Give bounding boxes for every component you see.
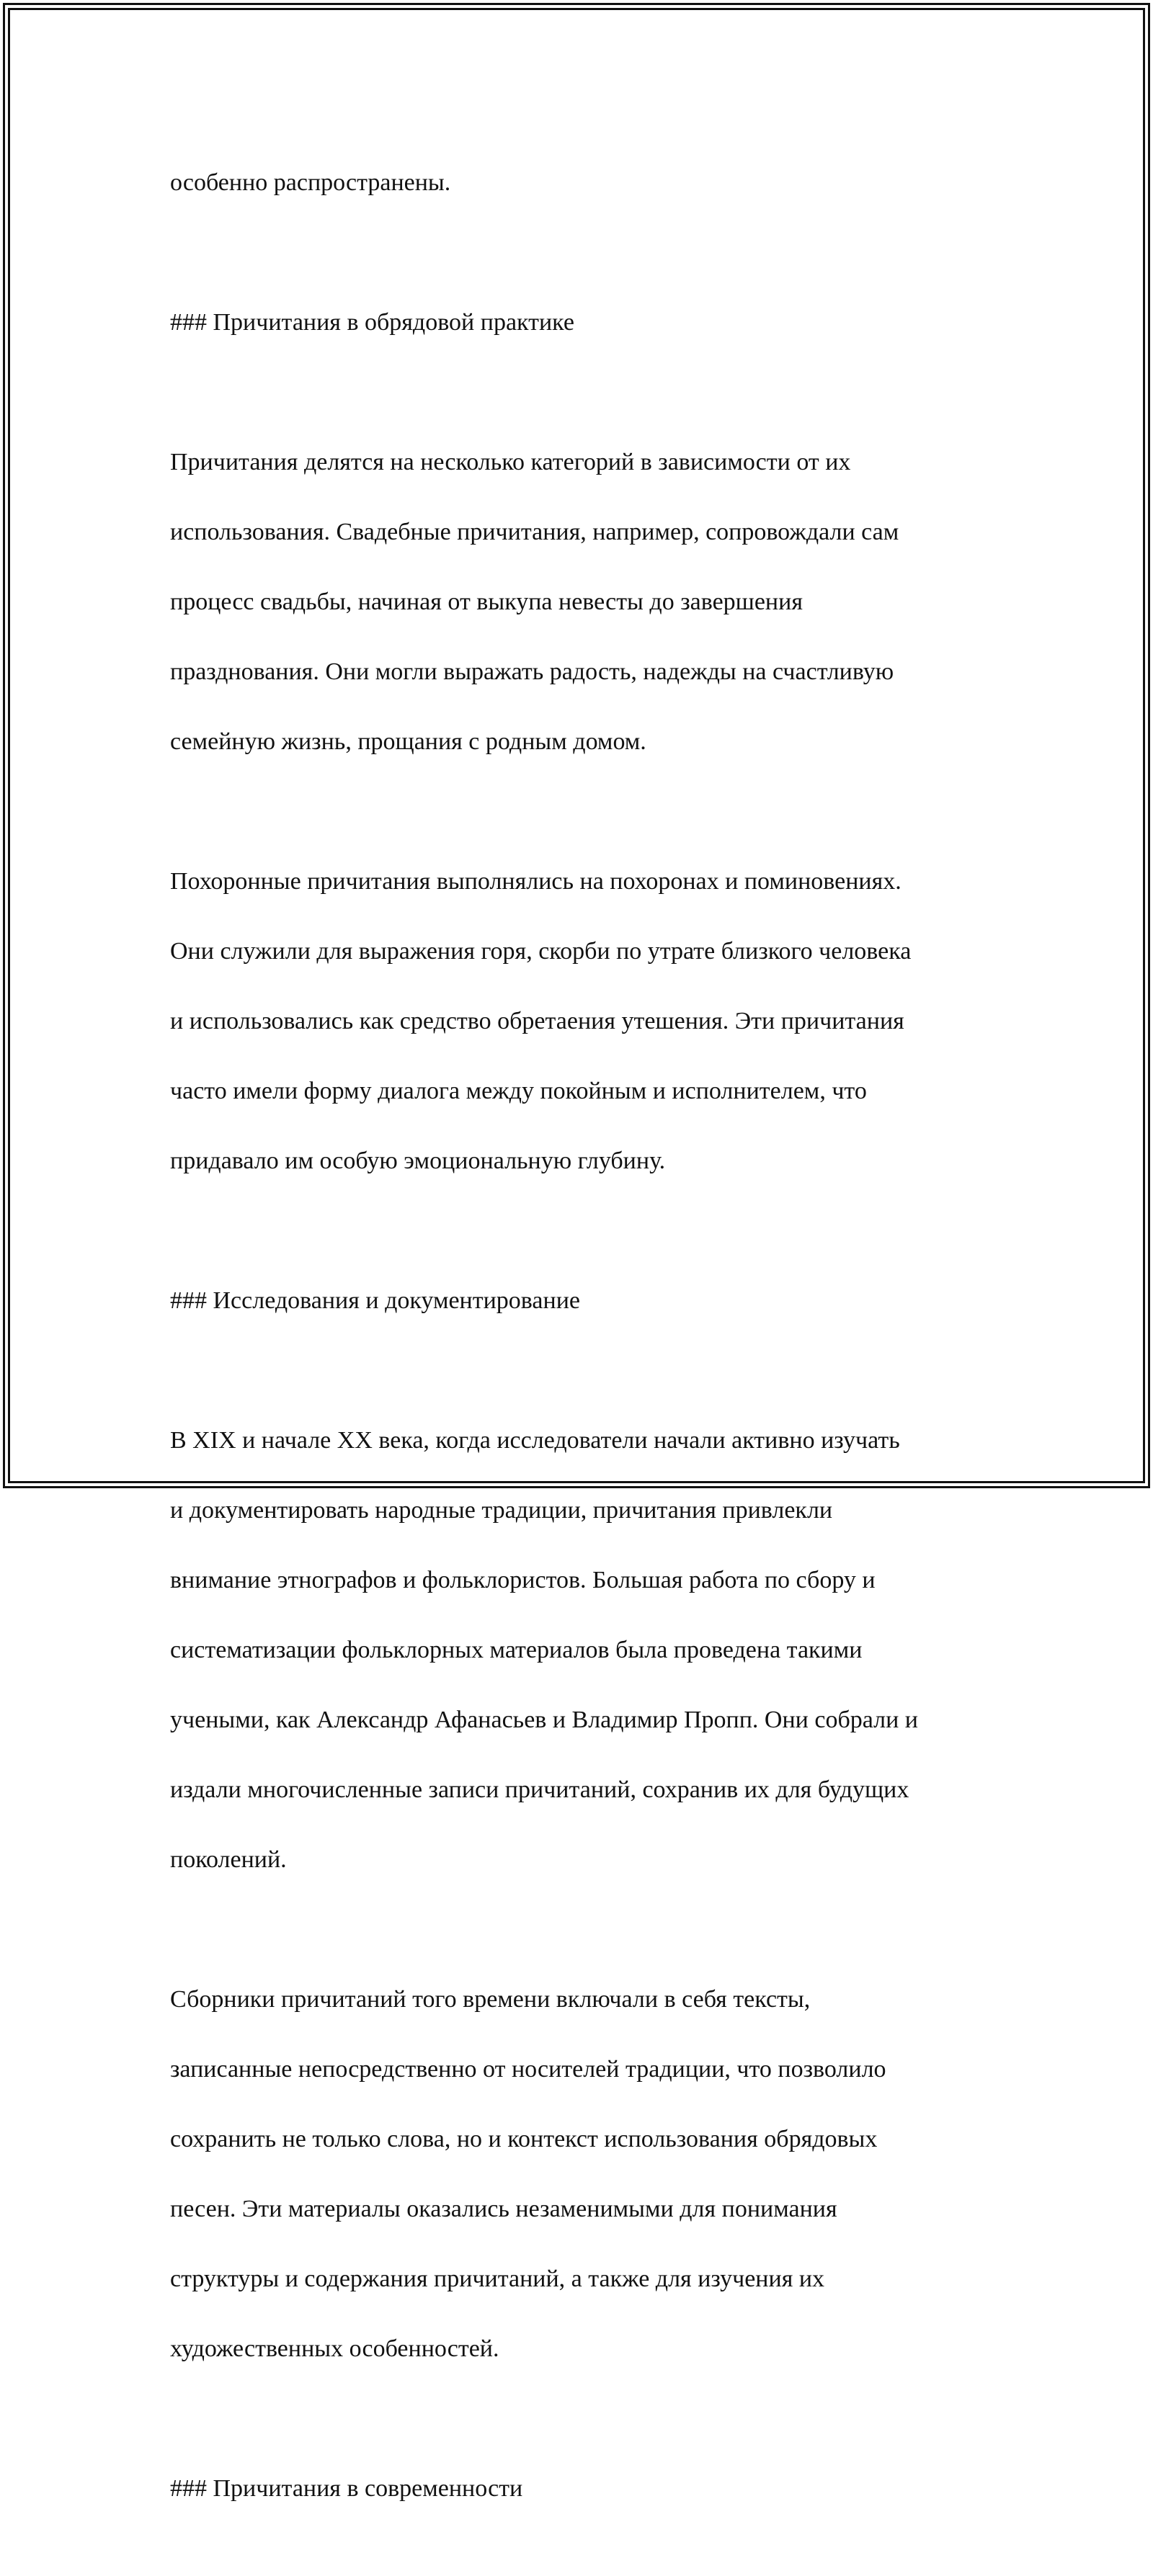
- text-line: систематизации фольклорных материалов была проведена такими: [170, 1636, 863, 1663]
- text-line: празднования. Они могли выражать радость, надежды на счастливую: [170, 658, 894, 685]
- intro-fragment: [170, 130, 999, 236]
- text-line: сохранить не только слова, но и контекст использования обрядовых: [170, 2125, 878, 2152]
- text-line: Похоронные причитания выполнялись на похоронах и поминовениях.: [170, 867, 902, 895]
- text-line: учеными, как Александр Афанасьев и Владимир Пропп. Они собрали и: [170, 1706, 918, 1733]
- text-line: художественных особенностей.: [170, 2335, 499, 2362]
- section-heading: [170, 270, 999, 375]
- text-line: внимание этнографов и фольклористов. Большая работа по сбору и: [170, 1566, 876, 1593]
- section-heading: [170, 2436, 999, 2541]
- text-line: структуры и содержания причитаний, а также для изучения их: [170, 2265, 825, 2292]
- text-line: записанные непосредственно от носителей традиции, что позволило: [170, 2055, 886, 2083]
- text-line: Они служили для выражения горя, скорби по утрате близкого человека: [170, 937, 912, 965]
- text-line: процесс свадьбы, начиная от выкупа невесты до завершения: [170, 588, 803, 615]
- text-line: придавало им особую эмоциональную глубину.: [170, 1147, 666, 1174]
- text-line: издали многочисленные записи причитаний, сохранив их для будущих: [170, 1776, 909, 1803]
- text-line: особенно распространены.: [170, 169, 451, 196]
- text-line: и использовались как средство обретаения утешения. Эти причитания: [170, 1007, 904, 1034]
- text-line: поколений.: [170, 1846, 287, 1873]
- text-line: и документировать народные традиции, причитания привлекли: [170, 1496, 833, 1524]
- text-line: семейную жизнь, прощания с родным домом.: [170, 728, 646, 755]
- section-heading: [170, 1248, 999, 1354]
- text-line: песен. Эти материалы оказались незаменимыми для понимания: [170, 2195, 837, 2222]
- paragraph: [170, 1388, 999, 1913]
- text-line: использования. Свадебные причитания, например, сопровождали сам: [170, 518, 899, 545]
- document-body: [170, 130, 999, 2576]
- text-line: часто имели форму диалога между покойным и исполнителем, что: [170, 1077, 867, 1104]
- text-line: Сборники причитаний того времени включали в себя тексты,: [170, 1985, 811, 2013]
- text-line: Причитания делятся на несколько категорий в зависимости от их: [170, 448, 851, 475]
- heading-text: ### Причитания в современности: [170, 2474, 523, 2502]
- text-line: В XIX и начале XX века, когда исследователи начали активно изучать: [170, 1426, 900, 1454]
- heading-text: ### Исследования и документирование: [170, 1287, 580, 1314]
- heading-text: ### Причитания в обрядовой практике: [170, 308, 574, 336]
- paragraph: [170, 1947, 999, 2402]
- paragraph: [170, 410, 999, 795]
- paragraph: [170, 829, 999, 1214]
